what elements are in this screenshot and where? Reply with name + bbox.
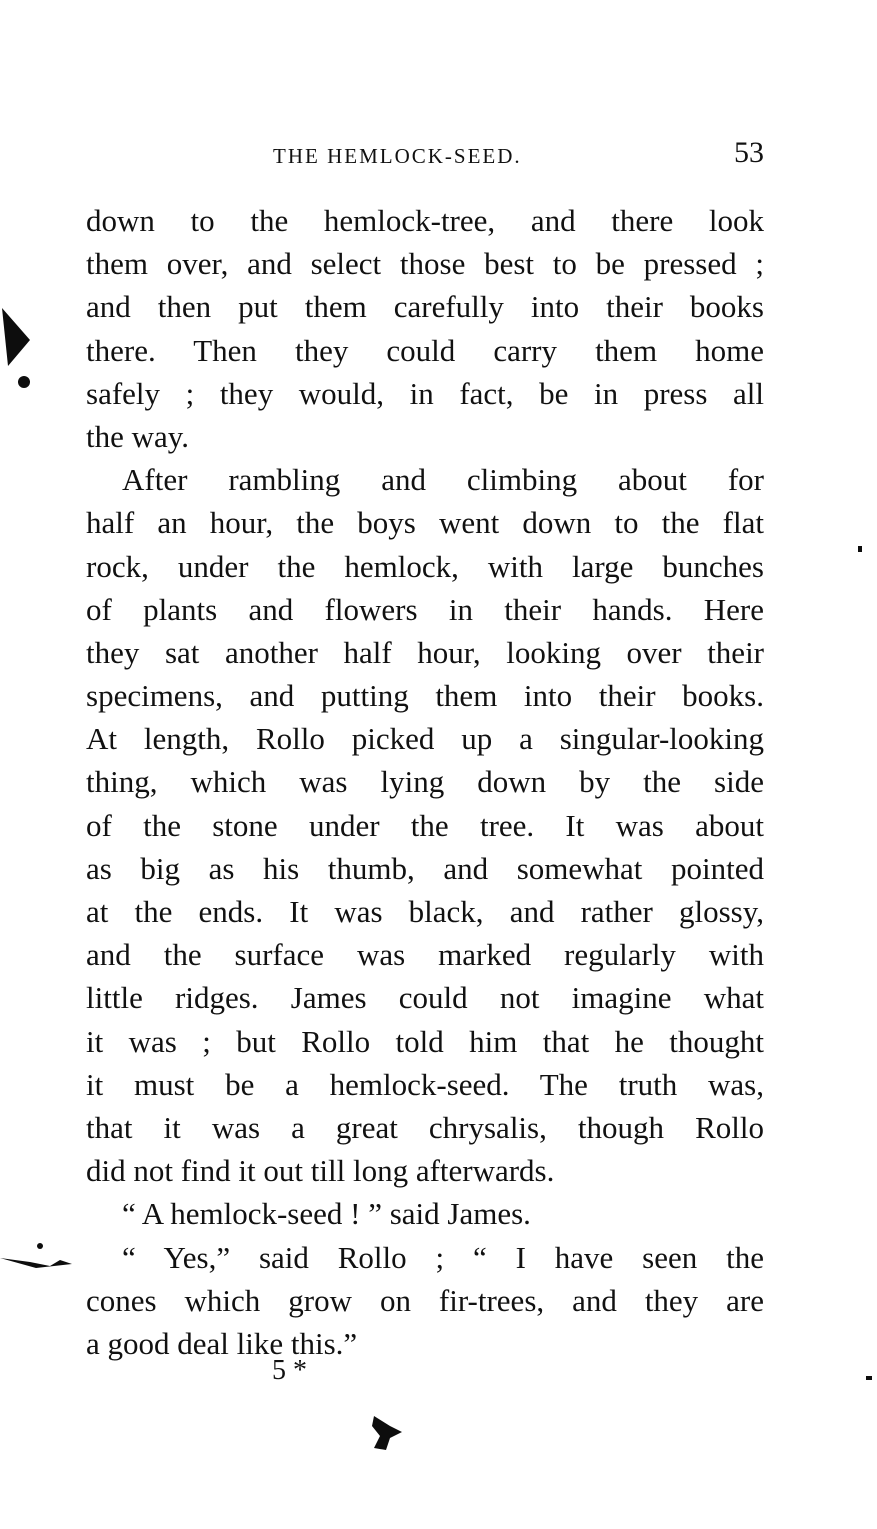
text-line: rock, under the hemlock, with large bunches: [86, 548, 764, 584]
text-line: “ A hemlock-seed ! ” said James.: [122, 1196, 531, 1232]
text-line: it was ; but Rollo told him that he thought: [86, 1023, 764, 1059]
text-line: there. Then they could carry them home: [86, 332, 764, 368]
signature-mark: 5 *: [272, 1355, 307, 1386]
ink-blot-bottom: [360, 1410, 410, 1460]
text-line: cones which grow on fir-trees, and they are: [86, 1282, 764, 1318]
text-line: After rambling and climbing about for: [122, 462, 764, 498]
text-line: they sat another half hour, looking over their: [86, 634, 764, 670]
text-line: At length, Rollo picked up a singular-looking: [86, 721, 764, 757]
text-line: safely ; they would, in fact, be in press all: [86, 375, 764, 411]
text-line: and the surface was marked regularly with: [86, 937, 764, 973]
text-line: at the ends. It was black, and rather glossy,: [86, 894, 764, 929]
text-line: as big as his thumb, and somewhat pointed: [86, 850, 764, 886]
body-text: [86, 199, 764, 1365]
text-line: specimens, and putting them into their books.: [86, 678, 764, 714]
text-line: “ Yes,” said Rollo ; “ I have seen the: [122, 1239, 764, 1275]
text-line: and then put them carefully into their books: [86, 289, 764, 325]
text-line: it must be a hemlock-seed. The truth was,: [86, 1066, 764, 1102]
text-line: of plants and flowers in their hands. Here: [86, 591, 764, 627]
ink-blot-left-lower: [0, 1238, 80, 1278]
text-line: little ridges. James could not imagine what: [86, 980, 764, 1016]
text-line: them over, and select those best to be pressed ;: [86, 246, 764, 282]
running-head: [88, 136, 764, 176]
speck: [866, 1376, 872, 1380]
page-number: 53: [734, 136, 764, 169]
speck: [858, 546, 862, 552]
text-line: the way.: [86, 418, 190, 454]
ink-blot-left-upper: [0, 300, 40, 400]
text-line: did not find it out till long afterwards.: [86, 1153, 555, 1189]
text-line: half an hour, the boys went down to the flat: [86, 505, 764, 541]
running-title: THE HEMLOCK-SEED.: [273, 144, 522, 168]
text-line: thing, which was lying down by the side: [86, 764, 764, 800]
text-line: that it was a great chrysalis, though Rollo: [86, 1109, 764, 1145]
text-line: a good deal like this.”: [86, 1325, 358, 1361]
text-line: of the stone under the tree. It was about: [86, 807, 764, 843]
text-line: down to the hemlock-tree, and there look: [86, 203, 764, 238]
